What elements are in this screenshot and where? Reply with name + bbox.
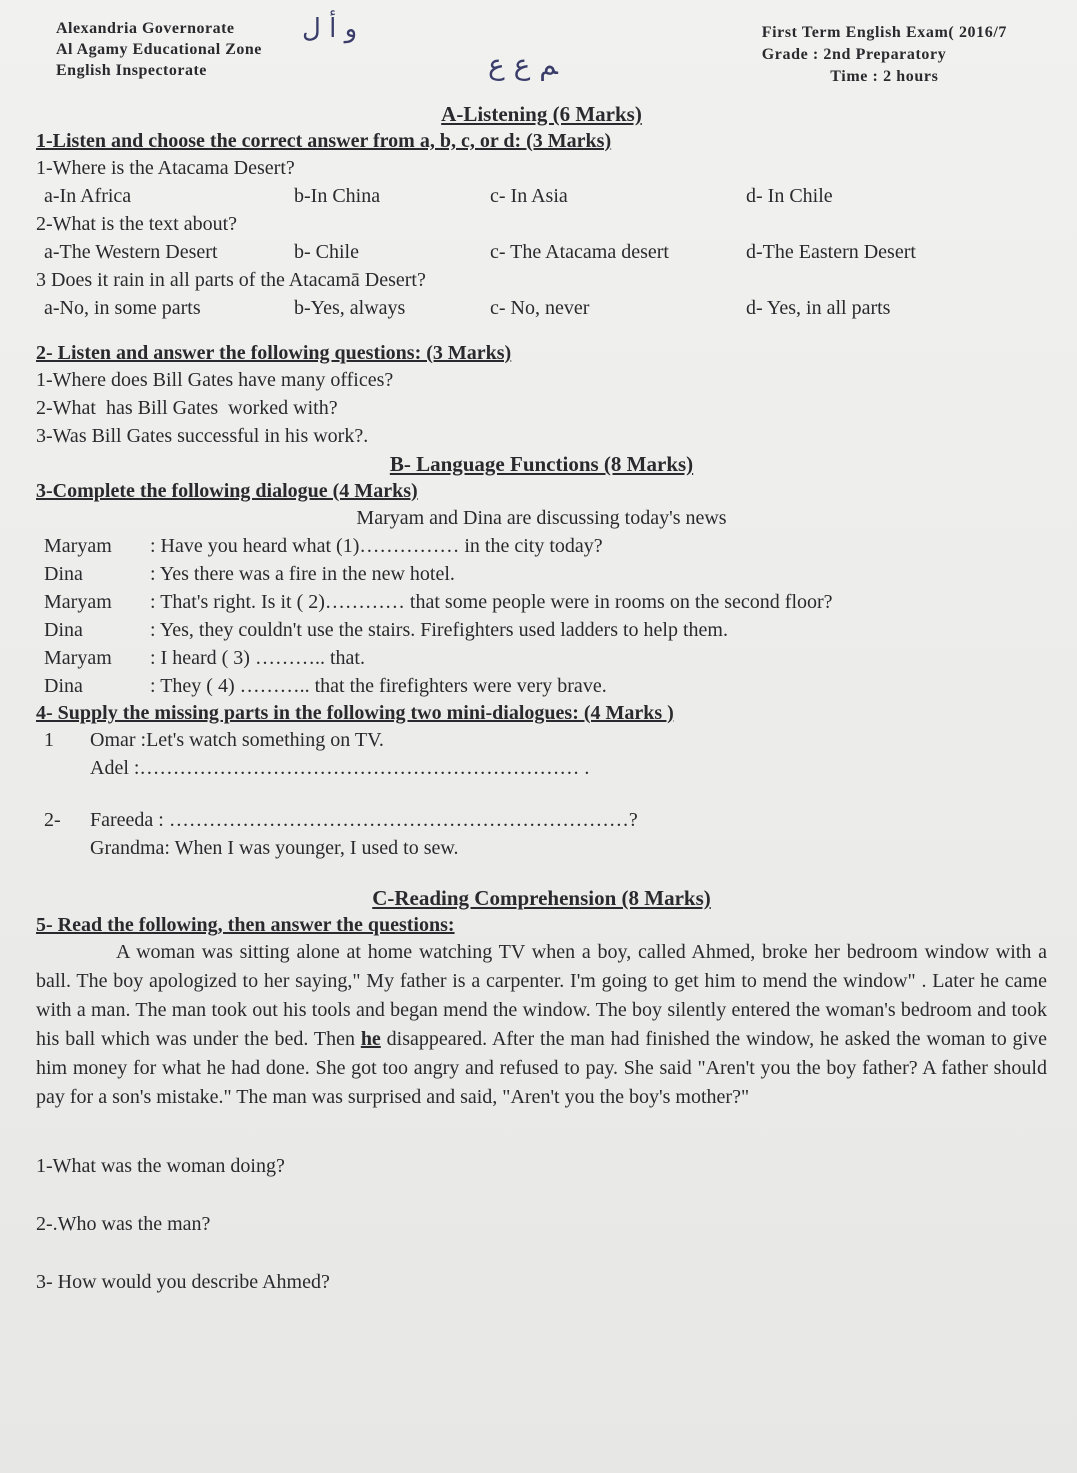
section-a-title: A-Listening (6 Marks) — [441, 102, 642, 126]
dialogue-line: Grandma: When I was younger, I used to sew. — [90, 837, 459, 859]
exam-title: First Term English Exam( 2016/7 — [761, 24, 1007, 41]
speaker: Dina — [44, 563, 83, 585]
exam-header — [36, 14, 1047, 100]
dialogue-line: Omar :Let's watch something on TV. — [90, 729, 384, 751]
q1-question: 1-Where is the Atacama Desert? — [36, 157, 295, 179]
dialogue-intro: Maryam and Dina are discussing today's news — [356, 507, 727, 529]
option-a: a-The Western Desert — [44, 241, 218, 263]
reading-question: 3- How would you describe Ahmed? — [36, 1271, 330, 1293]
reading-question: 1-What was the woman doing? — [36, 1155, 285, 1177]
answer-blank[interactable]: Adel :………………………………………………………… . — [90, 757, 590, 779]
q1-options — [36, 238, 1047, 266]
reading-passage: A woman was sitting alone at home watching TV when a boy, called Ahmed, broke her bedroom window with a ball. The boy apologized to her saying," My father is a carpenter. I'm going to get him to mend the window" . Later he came with a man. The man took out his tools and began mend the window. The boy silently entered the woman's bedroom and took his ball which was under the bed. Then he disappeared. After the man had finished the window, he asked the woman to give him money for what he had done. She got too angry and refused to pay. She said "Aren't you the boy father? A father should pay for a son's mistake." The man was surprised and said, "Aren't you the boy's mother?" — [36, 941, 1047, 1108]
header-left — [56, 18, 262, 81]
q2-question: 3-Was Bill Gates successful in his work?. — [36, 425, 369, 447]
q5-heading: 5- Read the following, then answer the questions: — [36, 914, 455, 936]
q3-heading: 3-Complete the following dialogue (4 Marks) — [36, 480, 418, 502]
q4-heading: 4- Supply the missing parts in the following two mini-dialogues: (4 Marks ) — [36, 702, 674, 724]
speaker: Dina — [44, 619, 83, 641]
exam-time: Time : 2 hours — [830, 68, 939, 85]
speaker: Maryam — [44, 591, 112, 613]
dialogue — [36, 532, 1047, 700]
dialogue-number: 1 — [44, 729, 54, 751]
q1-question: 3 Does it rain in all parts of the Atacamā Desert? — [36, 269, 426, 291]
option-b: b- Chile — [294, 241, 359, 263]
q2-heading: 2- Listen and answer the following questions: (3 Marks) — [36, 342, 512, 364]
dialogue-number: 2- — [44, 809, 61, 831]
speaker: Maryam — [44, 647, 112, 669]
underlined-word: he — [360, 1028, 381, 1050]
q1-question: 2-What is the text about? — [36, 213, 238, 235]
option-d: d-The Eastern Desert — [746, 241, 916, 263]
mini-dialogue-2 — [36, 806, 1047, 862]
mini-dialogue-1 — [36, 726, 1047, 782]
dialogue-line: : They ( 4) ……….. that the firefighters were very brave. — [150, 675, 607, 697]
dialogue-line: : That's right. Is it ( 2)………… that some people were in rooms on the second floor? — [150, 591, 833, 613]
section-c-title: C-Reading Comprehension (8 Marks) — [372, 886, 711, 910]
option-a: a-No, in some parts — [44, 297, 201, 319]
answer-blank[interactable]: Fareeda : ……………………………………………………………? — [90, 809, 638, 831]
speaker: Dina — [44, 675, 83, 697]
educational-zone: Al Agamy Educational Zone — [56, 41, 262, 58]
governorate: Alexandria Governorate — [56, 20, 235, 37]
option-b: b-In China — [294, 185, 381, 207]
section-b-title: B- Language Functions (8 Marks) — [389, 452, 694, 476]
option-c: c- No, never — [490, 297, 590, 319]
option-b: b-Yes, always — [294, 297, 406, 319]
reading-question: 2-.Who was the man? — [36, 1213, 211, 1235]
option-d: d- In Chile — [746, 185, 833, 207]
dialogue-line: : Have you heard what (1)…………… in the city today? — [150, 535, 603, 557]
q2-question: 2-What has Bill Gates worked with? — [36, 397, 338, 419]
inspectorate: English Inspectorate — [56, 62, 207, 79]
option-c: c- In Asia — [490, 185, 568, 207]
handwriting-mark-2: ﻢ ﻉ ﻉ — [488, 48, 558, 81]
q1-options — [36, 182, 1047, 210]
q1-heading: 1-Listen and choose the correct answer from a, b, c, or d: (3 Marks) — [36, 130, 612, 152]
option-d: d- Yes, in all parts — [746, 297, 891, 319]
speaker: Maryam — [44, 535, 112, 557]
q1-item — [36, 210, 1047, 266]
q2-question: 1-Where does Bill Gates have many offices? — [36, 369, 394, 391]
dialogue-line: : I heard ( 3) ……….. that. — [150, 647, 365, 669]
q1-item — [36, 154, 1047, 210]
grade: Grade : 2nd Preparatory — [761, 46, 947, 63]
dialogue-line: : Yes there was a fire in the new hotel. — [150, 563, 455, 585]
dialogue-line: : Yes, they couldn't use the stairs. Firefighters used ladders to help them. — [150, 619, 728, 641]
handwriting-mark: ﻭ ﺃ ﻝ — [302, 14, 358, 44]
header-right — [762, 22, 1007, 88]
q1-item — [36, 266, 1047, 322]
option-c: c- The Atacama desert — [490, 241, 669, 263]
q1-options — [36, 294, 1047, 322]
option-a: a-In Africa — [44, 185, 132, 207]
